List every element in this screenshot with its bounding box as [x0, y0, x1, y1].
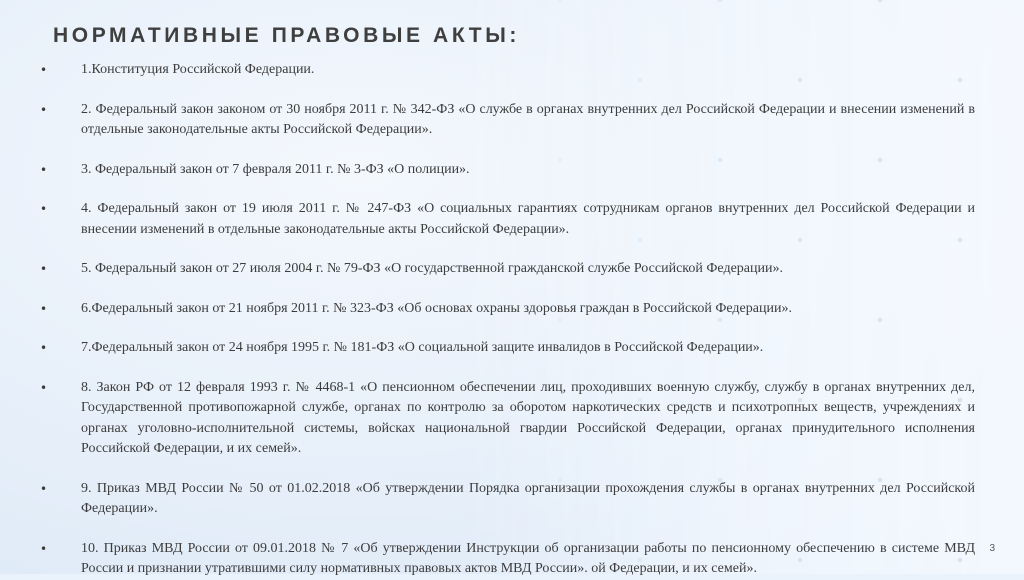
bullet-icon: •: [40, 202, 48, 216]
legal-acts-list: [40, 60, 975, 580]
list-item-text: 10. Приказ МВД России от 09.01.2018 № 7 «Об утверждении Инструкции об организации работы по пенсионному обеспечению в системе МВД России и признании утратившими силу нормативных правовых актов МВД России». ой Федерации, и их семей».: [81, 540, 975, 576]
bullet-icon: •: [40, 301, 48, 316]
bullet-icon: •: [40, 380, 48, 395]
bullet-icon: •: [40, 541, 48, 556]
list-item: [40, 199, 975, 240]
list-item: [40, 378, 975, 460]
bullet-icon: •: [40, 481, 48, 496]
bullet-icon: •: [40, 262, 48, 276]
bullet-icon: •: [40, 63, 48, 77]
list-item-text: 9. Приказ МВД России № 50 от 01.02.2018 «Об утверждении Порядка организации прохождения службы в органах внутренних дел Российской Федерации».: [81, 480, 975, 516]
list-item-text: 1.Конституция Российской Федерации.: [81, 62, 315, 77]
page-title: НОРМАТИВНЫЕ ПРАВОВЫЕ АКТЫ:: [53, 24, 520, 47]
list-item: [40, 60, 975, 81]
bullet-icon: •: [40, 341, 48, 355]
list-item: [40, 338, 975, 359]
bullet-icon: •: [40, 102, 48, 117]
list-item: [40, 299, 975, 320]
list-item-text: 8. Закон РФ от 12 февраля 1993 г. № 4468-1 «О пенсионном обеспечении лиц, проходивших военную службу, службу в органах внутренних дел, Государственной противопожарной службе, органах по контролю за оборотом наркотических средств и психотропных веществ, учреждениях и органах уголовно-исполнительной системы, войсках национальной гвардии Российской Федерации, органах принудительного исполнения Российской Федерации, и их семей».: [81, 379, 975, 456]
list-item-text: 4. Федеральный закон от 19 июля 2011 г. № 247-ФЗ «О социальных гарантиях сотрудникам органов внутренних дел Российской Федерации и внесении изменений в отдельные законодательные акты Российской Федерации».: [81, 201, 975, 237]
list-item: [40, 160, 975, 181]
list-item: [40, 479, 975, 520]
page-number: 3: [989, 543, 995, 554]
list-item: [40, 539, 975, 580]
list-item-text: 2. Федеральный закон законом от 30 ноября 2011 г. № 342-ФЗ «О службе в органах внутренних дел Российской Федерации и внесении изменений в отдельные законодательные акты Российской Федерации».: [81, 101, 975, 137]
list-item-text: 7.Федеральный закон от 24 ноября 1995 г. № 181-ФЗ «О социальной защите инвалидов в Российской Федерации».: [81, 340, 764, 355]
list-item-text: 5. Федеральный закон от 27 июля 2004 г. № 79-ФЗ «О государственной гражданской службе Российской Федерации».: [81, 261, 783, 276]
list-item: [40, 259, 975, 280]
list-item-text: 6.Федеральный закон от 21 ноября 2011 г. № 323-ФЗ «Об основах охраны здоровья граждан в Российской Федерации».: [81, 300, 792, 316]
list-item-text: 3. Федеральный закон от 7 февраля 2011 г. № 3-ФЗ «О полиции».: [81, 161, 470, 177]
list-item: [40, 100, 975, 141]
bullet-icon: •: [40, 162, 48, 177]
